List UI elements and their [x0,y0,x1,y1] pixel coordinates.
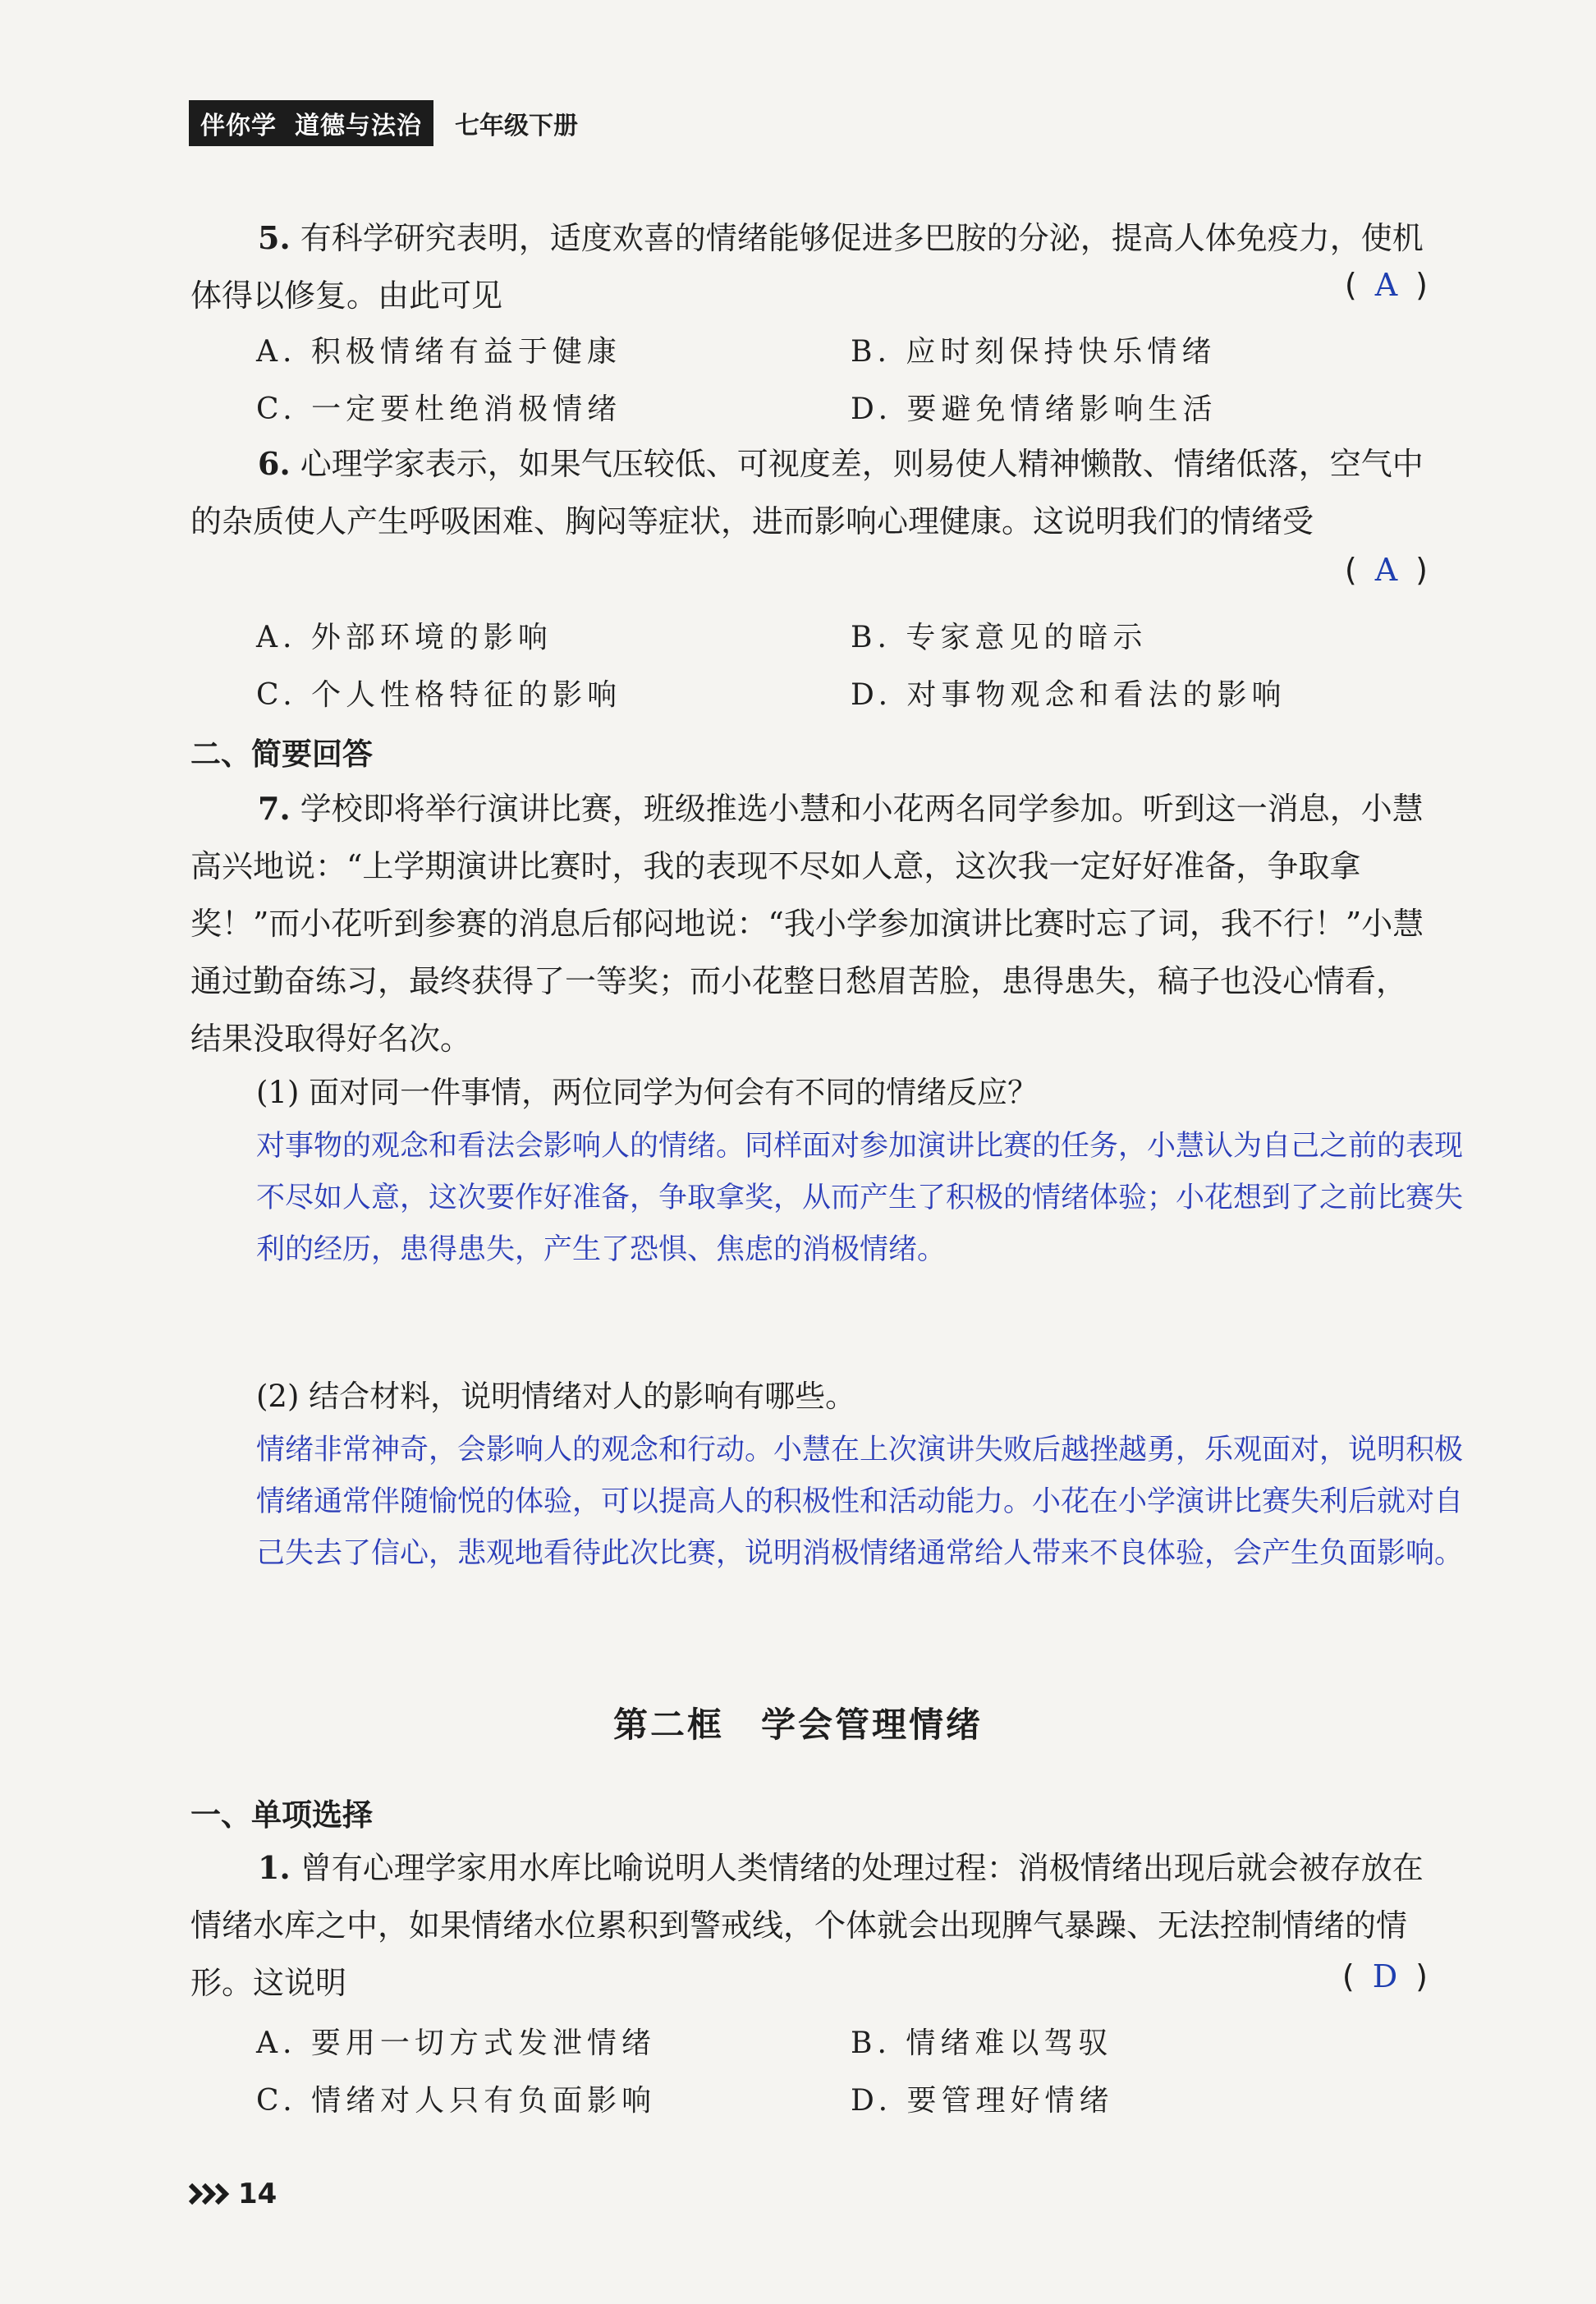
question-1-option-a: A. 要用一切方式发泄情绪 [256,2026,656,2060]
question-5-text: 有科学研究表明，适度欢喜的情绪能够促进多巴胺的分泌，提高人体免疫力，使机体得以修复。由此可见 [190,220,1424,314]
question-5-number: 5. [258,219,291,256]
header-grade: 七年级下册 [455,112,578,140]
question-1 [190,1839,1430,2012]
question-5-option-b: B. 应时刻保持快乐情绪 [851,335,1217,369]
question-5-option-d: D. 要避免情绪影响生活 [851,392,1218,426]
question-1-option-b: B. 情绪难以驾驭 [851,2026,1113,2060]
question-5 [190,209,1430,324]
question-7-answer1: 对事物的观念和看法会影响人的情绪。同样面对参加演讲比赛的任务，小慧认为自己之前的表现不尽如人意，这次要作好准备，争取拿奖，从而产生了积极的情绪体验；小花想到了之前比赛失利的经历，患得患失，产生了恐惧、焦虑的消极情绪。 [256,1130,1464,1266]
section-short-answer: 二、简要回答 [190,737,373,772]
question-6-option-c: C. 个人性格特征的影响 [256,678,622,712]
question-5-option-c: C. 一定要杜绝消极情绪 [256,392,622,426]
question-7-sub2: (2) 结合材料，说明情绪对人的影响有哪些。 [256,1379,856,1414]
question-6-option-a: A. 外部环境的影响 [256,621,553,654]
question-7-answer2: 情绪非常神奇，会影响人的观念和行动。小慧在上次演讲失败后越挫越勇，乐观面对，说明积极情绪通常伴随愉悦的体验，可以提高人的积极性和活动能力。小花在小学演讲比赛失利后就对自己失去了信心，悲观地看待此次比赛，说明消极情绪通常给人带来不良体验，会产生负面影响。 [256,1434,1464,1570]
question-6-answer: ( A ) [1344,552,1428,588]
header-series-box [189,100,433,146]
question-1-answer: ( D ) [1341,1958,1428,1994]
question-7-sub1: (1) 面对同一件事情，两位同学为何会有不同的情绪反应？ [256,1075,1039,1110]
question-5-option-a: A. 积极情绪有益于健康 [256,335,621,369]
header-subject: 道德与法治 [295,112,422,140]
page-header [189,102,578,145]
question-7-text: 学校即将举行演讲比赛，班级推选小慧和小花两名同学参加。听到这一消息，小慧高兴地说：“上学期演讲比赛时，我的表现不尽如人意，这次我一定好好准备，争取拿奖！”而小花听到参赛的消息后郁闷地说：“我小学参加演讲比赛时忘了词，我不行！”小慧通过勤奋练习，最终获得了一等奖；而小花整日愁眉苦脸，患得患失，稿子也没心情看，结果没取得好名次。 [190,791,1424,1057]
chevrons-icon [187,2182,232,2206]
header-series: 伴你学 [200,112,277,140]
question-1-text: 曾有心理学家用水库比喻说明人类情绪的处理过程：消极情绪出现后就会被存放在情绪水库之中，如果情绪水位累积到警戒线，个体就会出现脾气暴躁、无法控制情绪的情形。这说明 [190,1850,1424,2001]
question-1-option-c: C. 情绪对人只有负面影响 [256,2084,657,2118]
page-number-text: 14 [238,2178,277,2210]
question-6 [190,435,1430,550]
question-1-option-d: D. 要管理好情绪 [851,2084,1114,2118]
question-7 [190,780,1430,1067]
page-number [187,2178,277,2210]
question-5-answer: ( A ) [1344,267,1428,303]
question-6-option-d: D. 对事物观念和看法的影响 [851,678,1286,712]
section-single-choice: 一、单项选择 [190,1797,373,1833]
question-6-text: 心理学家表示，如果气压较低、可视度差，则易使人精神懒散、情绪低落，空气中的杂质使人产生呼吸困难、胸闷等症状，进而影响心理健康。这说明我们的情绪受 [190,446,1424,539]
question-1-number: 1. [258,1849,291,1886]
section-title-manage-emotions: 第二框 学会管理情绪 [612,1705,983,1745]
question-6-option-b: B. 专家意见的暗示 [851,621,1148,654]
question-7-number: 7. [258,790,291,827]
question-6-number: 6. [258,445,291,482]
